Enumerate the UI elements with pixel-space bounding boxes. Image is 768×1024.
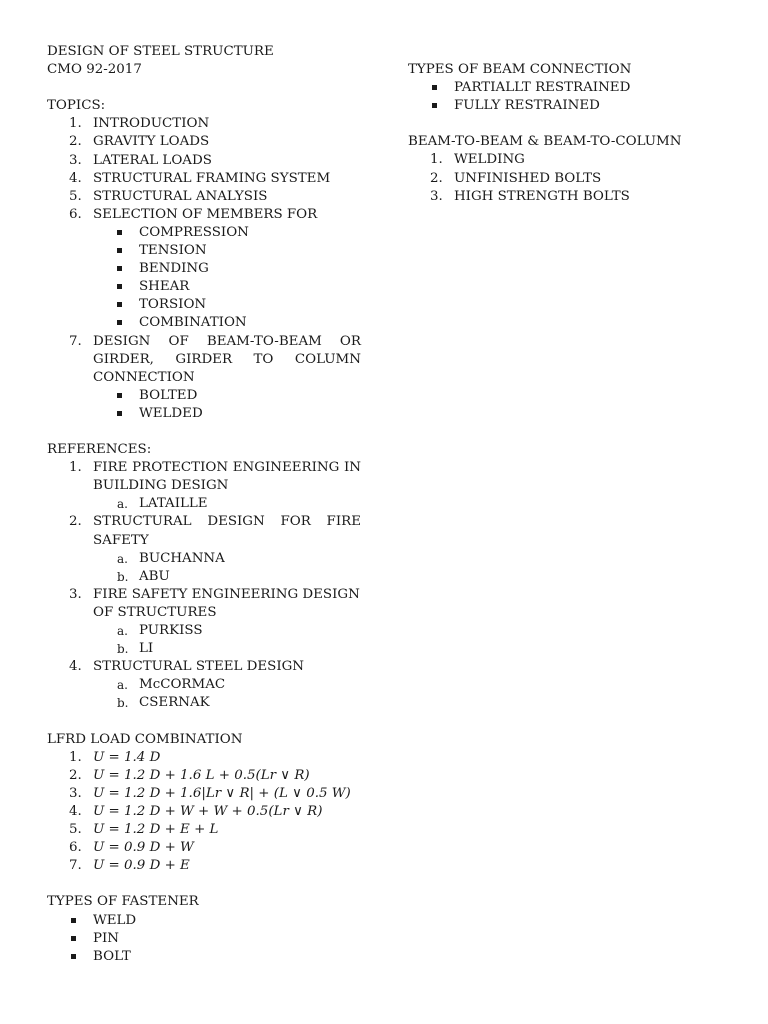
reference-author: a. LATAILLE	[117, 496, 208, 512]
reference-item: 1. FIRE PROTECTION ENGINEERING IN BUILDING DESIGN	[69, 460, 361, 494]
load-combination: 6. U = 0.9 D + W	[69, 840, 194, 856]
member-type-item: COMPRESSION	[47, 224, 361, 242]
member-type-item: TORSION	[47, 296, 361, 314]
bullet-icon	[117, 411, 122, 416]
reference-author: a. BUCHANNA	[117, 550, 225, 566]
topic-item: 4. STRUCTURAL FRAMING SYSTEM	[69, 170, 331, 186]
bullet-icon	[117, 266, 122, 271]
bullet-icon	[71, 936, 76, 941]
member-type-item: TENSION	[47, 242, 361, 260]
load-combination: 4. U = 1.2 D + W + W + 0.5(Lr ∨ R)	[69, 803, 323, 819]
bullet-icon	[432, 85, 437, 90]
beam-connection-item: FULLY RESTRAINED	[408, 97, 708, 115]
references-heading: REFERENCES:	[47, 442, 152, 458]
member-type-item: COMBINATION	[47, 314, 361, 332]
fastener-heading: TYPES OF FASTENER	[47, 894, 199, 910]
beam-to-column-heading: BEAM-TO-BEAM & BEAM-TO-COLUMN	[408, 134, 682, 150]
connection-type-item: WELDED	[47, 405, 361, 423]
lfrd-heading: LFRD LOAD COMBINATION	[47, 731, 243, 747]
beam-connection-heading: TYPES OF BEAM CONNECTION	[408, 62, 632, 77]
reference-item: 3. FIRE SAFETY ENGINEERING DESIGN OF STRUCTURES	[69, 586, 360, 620]
beam-to-column-item: 3. HIGH STRENGTH BOLTS	[430, 188, 630, 204]
bullet-icon	[117, 230, 122, 235]
topic-item: 5. STRUCTURAL ANALYSIS	[69, 188, 268, 204]
document-code: CMO 92-2017	[47, 62, 142, 78]
load-combination: 3. U = 1.2 D + 1.6|Lr ∨ R| + (L ∨ 0.5 W)	[69, 785, 351, 801]
topic-item: 1. INTRODUCTION	[69, 116, 210, 132]
bullet-icon	[117, 302, 122, 307]
reference-author: b. LI	[117, 641, 154, 657]
beam-to-column-item: 1. WELDING	[430, 152, 525, 168]
member-type-item: SHEAR	[47, 278, 361, 296]
topics-heading: TOPICS:	[47, 98, 106, 114]
load-combination: 7. U = 0.9 D + E	[69, 858, 190, 874]
load-combination: 5. U = 1.2 D + E + L	[69, 822, 219, 838]
member-type-item: BENDING	[47, 260, 361, 278]
reference-author: a. McCORMAC	[117, 677, 226, 693]
bullet-icon	[117, 393, 122, 398]
document-title: DESIGN OF STEEL STRUCTURE	[47, 44, 274, 59]
topic-item: 6. SELECTION OF MEMBERS FOR	[69, 206, 318, 222]
bullet-icon	[117, 320, 122, 325]
topic-item-7: 7. DESIGN OF BEAM-TO-BEAM OR GIRDER, GIRDER TO COLUMN CONNECTION	[69, 333, 361, 385]
reference-item: 4. STRUCTURAL STEEL DESIGN	[69, 659, 305, 675]
load-combination: 1. U = 1.4 D	[69, 749, 161, 765]
fastener-item: BOLT	[47, 948, 361, 966]
topic-item: 3. LATERAL LOADS	[69, 152, 212, 168]
reference-author: a. PURKISS	[117, 623, 203, 638]
connection-type-item: BOLTED	[47, 387, 361, 405]
topic-item: 2. GRAVITY LOADS	[69, 134, 210, 150]
reference-author: b. ABU	[117, 568, 170, 584]
reference-item: 2. STRUCTURAL DESIGN FOR FIRE SAFETY	[69, 514, 361, 548]
beam-connection-item: PARTIALLT RESTRAINED	[408, 79, 708, 97]
bullet-icon	[71, 954, 76, 959]
bullet-icon	[432, 103, 437, 108]
bullet-icon	[71, 918, 76, 923]
beam-to-column-item: 2. UNFINISHED BOLTS	[430, 170, 602, 186]
left-column	[47, 43, 361, 966]
bullet-icon	[117, 248, 122, 253]
fastener-item: WELD	[47, 912, 361, 930]
bullet-icon	[117, 284, 122, 289]
fastener-item: PIN	[47, 930, 361, 948]
reference-author: b. CSERNAK	[117, 695, 210, 711]
load-combination: 2. U = 1.2 D + 1.6 L + 0.5(Lr ∨ R)	[69, 767, 310, 783]
right-column	[408, 61, 708, 206]
